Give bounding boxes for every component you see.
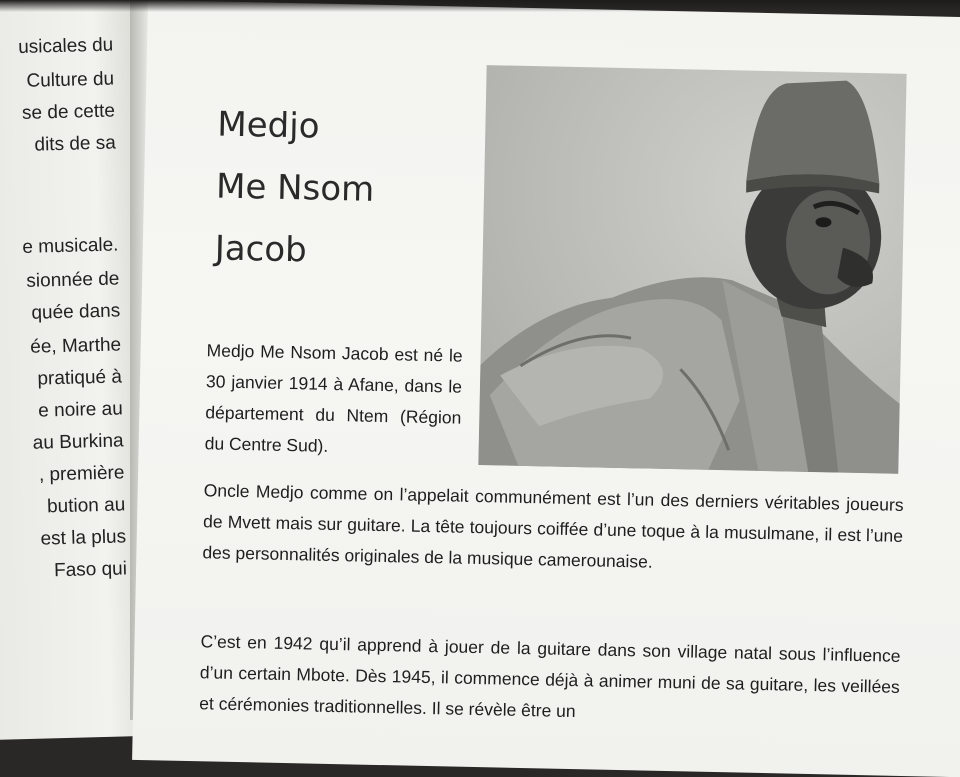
left-page-line: Faso qui — [53, 558, 128, 582]
intro-paragraph: Medjo Me Nsom Jacob est né le 30 janvier 1914 à Afane, dans le département du Ntem (Région du Centre Sud). — [204, 340, 463, 456]
left-page-line: e musicale. — [22, 234, 119, 258]
portrait-illustration — [478, 65, 906, 474]
left-page-line: au Burkina — [32, 430, 124, 454]
article-title — [214, 93, 376, 282]
left-page-line: e noire au — [37, 398, 124, 422]
left-page-line: ée, Marthe — [30, 334, 122, 358]
left-page-line: Culture du — [26, 68, 115, 92]
left-page-line: usicales du — [17, 34, 114, 59]
left-page-line: dits de sa — [34, 132, 117, 156]
portrait-drawing — [478, 65, 906, 474]
right-book-page — [132, 0, 960, 777]
body-paragraph-2: C’est en 1942 qu’il apprend à jouer de la guitare dans son village natal sous l’influence d’un certain Mbote. Dès 1945, il commence déjà à animer muni de sa guitare, les veillées et cérémonies traditionnelles. Il se révèle être un — [199, 631, 901, 722]
title-line: Me Nsom — [215, 166, 375, 210]
left-page-line: pratiqué à — [37, 366, 123, 390]
left-page-line: , première — [38, 462, 125, 486]
left-page-line: est la plus — [40, 526, 127, 550]
title-line: Medjo — [216, 104, 320, 147]
left-page-line: se de cette — [21, 100, 116, 124]
left-page-line: bution au — [46, 494, 126, 518]
body-paragraph-1: Oncle Medjo comme on l’appelait communément est l’un des derniers véritables joueurs de Mvett mais sur guitare. La tête toujours coiffée d’une toque à la musulmane, il est l’une des personnalités originales de la musique camerounaise. — [202, 480, 904, 572]
title-line: Jacob — [214, 228, 308, 271]
left-page-line: quée dans — [31, 300, 121, 324]
left-page-line: sionnée de — [26, 268, 120, 292]
top-edge-shadow — [0, 0, 960, 12]
